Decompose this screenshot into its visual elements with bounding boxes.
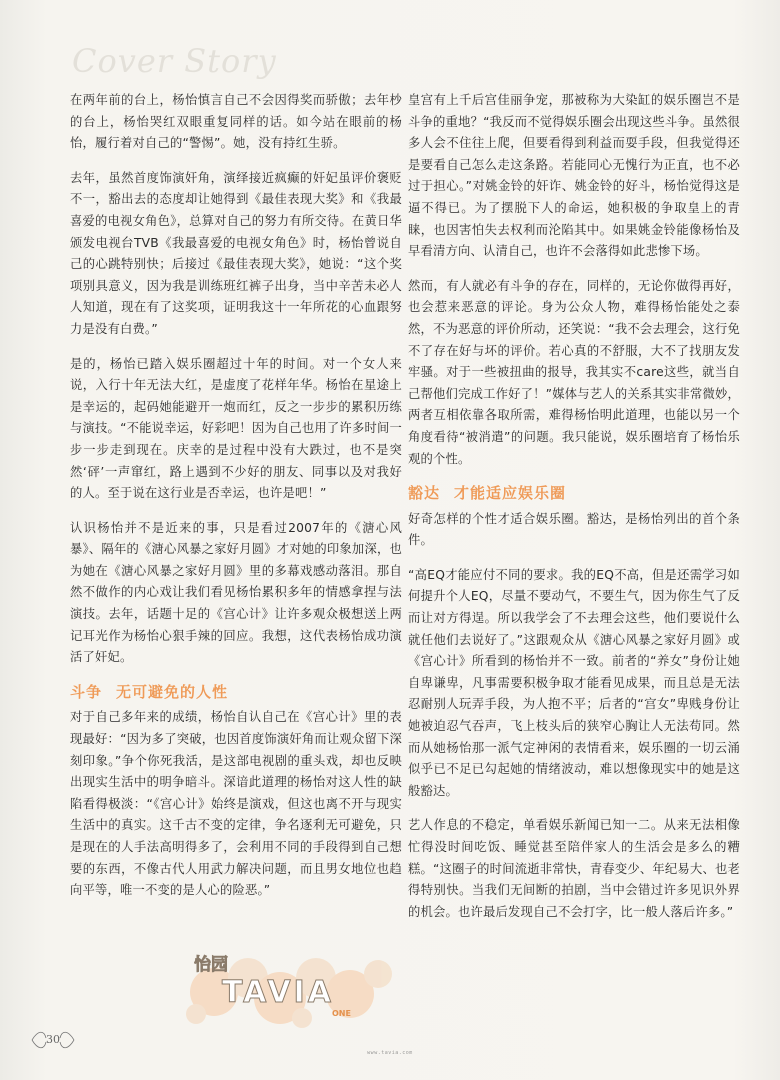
paragraph: 艺人作息的不稳定，单看娱乐新闻已知一二。从来无法相像忙得没时间吃饭、睡觉甚至陪伴家人的生活会是多么的糟糕。“这圈子的时间流逝非常快，青春变少、年纪易大、也老得特别快。当我们无间断的拍剧，当中会错过许多见识外界的机会。也许最后发现自己不会打字，比一般人落后许多。”	[408, 818, 740, 919]
paragraph: 好奇怎样的个性才适合娱乐圈。豁达，是杨怡列出的首个条件。	[408, 511, 740, 548]
page-number: 30	[46, 1033, 60, 1046]
section-heading-struggle	[70, 682, 402, 704]
paragraph: 认识杨怡并不是近来的事，只是看过2007年的《溏心风暴》、隔年的《溏心风暴之家好月圆》才对她的印象加深，也为她在《溏心风暴之家好月圆》里的多幕戏感动落泪。那自然不做作的内心戏让我们看见杨怡累积多年的情感拿捏与法演技。去年，话题十足的《宫心计》让许多观众极想送上两记耳光作为杨怡心狠手辣的回应。我想，这代表杨怡成功演活了奸妃。	[70, 520, 402, 665]
masthead-watermark: Cover Story	[72, 42, 277, 80]
page-number-ornament	[30, 1028, 76, 1052]
left-column	[70, 90, 402, 915]
paragraph: 对于自己多年来的成绩，杨怡自认自己在《宫心计》里的表现最好：“因为多了突破，也因首度饰演奸角而让观众留下深刻印象。”争个你死我活，是这部电视剧的重头戏，却也反映出现实生活中的明争暗斗。深谙此道理的杨怡对这人性的缺陷看得极淡：“《宫心计》始终是演戏，但这也离不开与现实生活中的真实。这千古不变的定律，争名逐利无可避免，只是现在的人手法高明得多了，会利用不同的手段得到自己想要的东西，不像古代人用武力解决问题，而且男女地位也趋向平等，唯一不变的是人心的险恶。”	[70, 710, 402, 898]
section-heading-openminded	[408, 483, 740, 505]
tavia-logo	[182, 948, 394, 1028]
paragraph: 皇宫有上千后宫佳丽争宠，那被称为大染缸的娱乐圈岂不是斗争的重地？“我反而不觉得娱乐圈会出现这些斗争。虽然很多人会不住往上爬，但要看得到利益而耍手段，但我觉得还是要看自己怎么走这条路。若能同心无愧行为正直，也不必过于担心。”对姚金铃的奸诈、姚金铃的好斗，杨怡觉得这是逼不得已。为了摆脱下人的命运，她积极的争取皇上的青睐，也因害怕失去权利而沦陷其中。如果姚金铃能像杨怡及早看清方向、认清自己，也许不会落得如此悲惨下场。	[408, 93, 740, 259]
paragraph: “高EQ才能应付不同的要求。我的EQ不高，但是还需学习如何提升个人EQ，尽量不要动气，不要生气，因为你生气了反而让对方得逞。所以我学会了不去理会这些，他们要说什么就任他们去说好了。”这跟观众从《溏心风暴之家好月圆》或《宫心计》所看到的杨怡并不一致。前者的“养女”身份让她自卑谦卑，凡事需要积极争取才能看见成果，而且总是无法忍耐别人玩弄手段，为人抱不平；后者的“宫女”卑贱身份让她被迫忍气吞声，飞上枝头后的狭窄心胸让人无法苟同。然而从她杨怡那一派气定神闲的表情看来，娱乐圈的一切云涌似乎已不足已勾起她的情绪波动，难以想像现实中的她是这般豁达。	[408, 567, 740, 798]
paragraph: 然而，有人就必有斗争的存在，同样的，无论你做得再好，也会惹来恶意的评论。身为公众人物，难得杨怡能处之泰然，不为恶意的评价所动，还笑说：“我不会去理会，这行免不了存在好与坏的评价。若心真的不舒服，大不了找朋友发牢骚。对于一些被扭曲的报导，我其实不care这些，就当自己帮他们完成工作好了！”媒体与艺人的关系其实非常微妙，两者互相依靠各取所需，难得杨怡明此道理，也能以另一个角度看待“被消遣”的问题。我只能说，娱乐圈培育了杨怡乐观的个性。	[408, 278, 740, 466]
right-column	[408, 90, 740, 936]
paragraph: 在两年前的台上，杨怡慎言自己不会因得奖而骄傲；去年杪的台上，杨怡哭红双眼重复同样的话。如今站在眼前的杨怡，履行着对自己的“警惕”。她，没有持红生骄。	[70, 93, 402, 151]
section-heading-subtitle: 无可避免的人性	[116, 682, 229, 701]
logo-small-text: ONE	[332, 1009, 351, 1018]
section-heading-subtitle: 才能适应娱乐圈	[454, 484, 567, 503]
section-heading-keyword: 豁达	[408, 484, 441, 503]
logo-chinese-text: 怡园	[194, 955, 228, 975]
logo-latin-text: TAVIA	[222, 975, 334, 1010]
paragraph: 去年，虽然首度饰演奸角，演绎接近疯癫的奸妃虽评价褒贬不一，豁出去的态度却让她得到《最佳表现大奖》和《我最喜爱的电视女角色》，总算对自己的努力有所交待。在黄日华颁发电视台TVB《我最喜爱的电视女角色》时，杨怡曾说自己的心跳特别快；后接过《最佳表现大奖》，她说：“这个奖项别具意义，因为我是训练班红裤子出身，当中辛苦未必人人知道，现在有了这奖项，证明我这十一年所花的心血跟努力是没有白费。”	[70, 170, 402, 336]
paragraph: 是的，杨怡已踏入娱乐圈超过十年的时间。对一个女人来说，入行十年无法大红，是虚度了花样年华。杨怡在星途上是幸运的，起码她能避开一炮而红，反之一步步的累积历练与演技。“不能说幸运，好彩吧！因为自己也用了许多时间一步一步走到现在。庆幸的是过程中没有大跌过，也不是突然‘砰’一声窜红，路上遇到不少好的朋友、同事以及对我好的人。至于说在这行业是否幸运，也许是吧！”	[70, 356, 402, 501]
section-heading-keyword: 斗争	[70, 682, 103, 701]
footer-url: www.tavia.com	[367, 1050, 413, 1056]
